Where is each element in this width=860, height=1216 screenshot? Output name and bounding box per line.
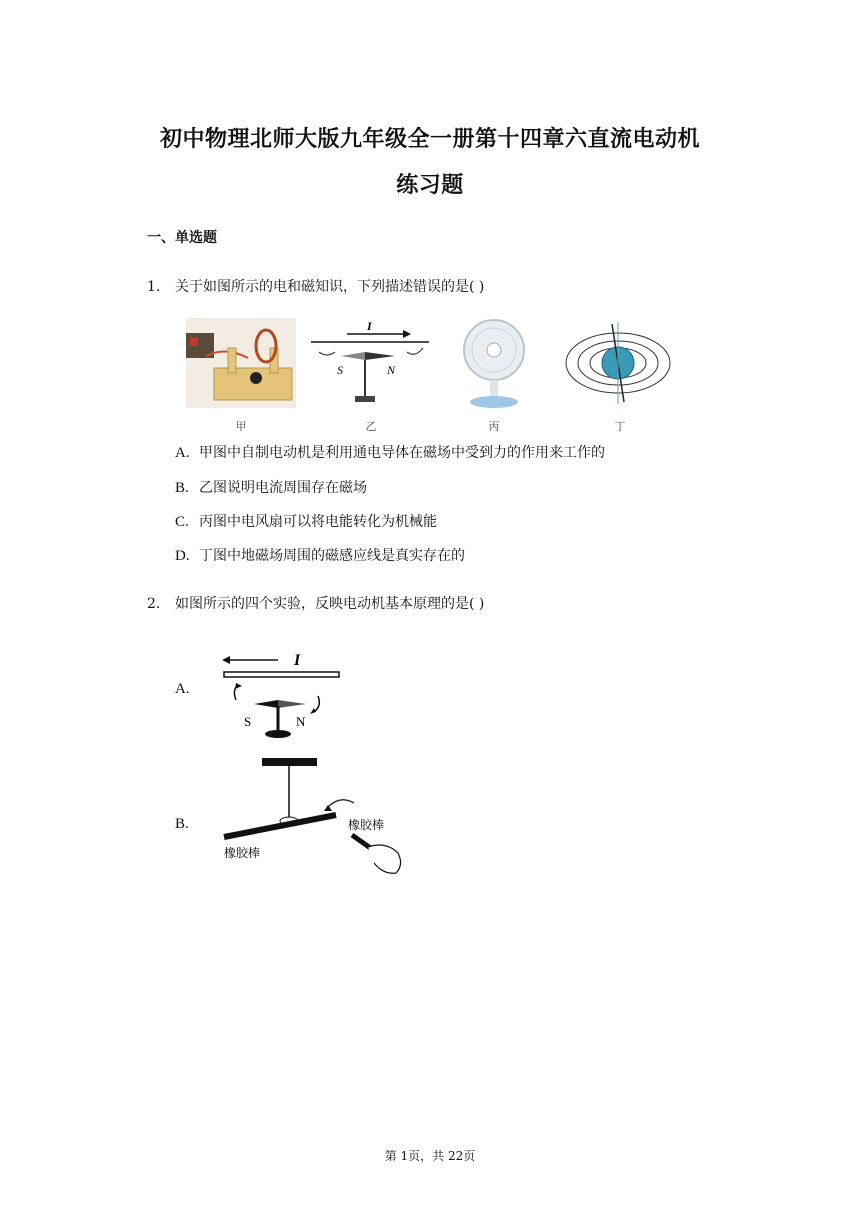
- option-text: 乙图说明电流周围存在磁场: [199, 480, 367, 496]
- figure-caption: 丙: [488, 420, 500, 433]
- option-b-label: B.: [175, 816, 189, 832]
- question-text: 如图所示的四个实验，反映电动机基本原理的是( ): [175, 596, 485, 612]
- rubber-rod-label: 橡胶棒: [224, 846, 261, 860]
- question-number: 2.: [147, 596, 161, 612]
- question-2: [147, 593, 484, 613]
- n-pole-label: N: [296, 714, 306, 729]
- s-pole-label: S: [244, 714, 252, 729]
- figure-caption: 丁: [614, 420, 626, 433]
- n-pole-label: N: [387, 363, 396, 377]
- question-1-figures: [186, 318, 676, 436]
- document-title-line2: 练习题: [396, 172, 464, 198]
- homemade-motor-image: [186, 318, 296, 408]
- option-label: C.: [175, 514, 189, 530]
- oersted-figure-a: [218, 650, 348, 742]
- rubber-rod-figure-b: [218, 755, 418, 880]
- question-1: [147, 276, 484, 296]
- s-pole-label: S: [337, 363, 343, 377]
- current-label: I: [367, 319, 372, 333]
- section-heading: 一、单选题: [147, 230, 217, 246]
- current-label: I: [294, 652, 301, 669]
- rubber-rod-label: 橡胶棒: [348, 818, 385, 832]
- question-number: 1.: [147, 279, 161, 295]
- electric-fan-image: [456, 318, 536, 413]
- earth-magnetic-field-image: [562, 318, 674, 413]
- option-label: D.: [175, 548, 190, 564]
- option-label: B.: [175, 480, 189, 496]
- document-title-line1: 初中物理北师大版九年级全一册第十四章六直流电动机: [159, 126, 700, 152]
- option-a: [175, 442, 605, 462]
- figure-caption: 乙: [365, 420, 377, 433]
- option-label: A.: [175, 445, 190, 461]
- oersted-experiment-image: [311, 318, 431, 413]
- option-d: [175, 545, 465, 565]
- option-c: [175, 511, 437, 531]
- figure-caption: 甲: [235, 420, 247, 433]
- page-footer: 第 1页，共 22页: [384, 1149, 476, 1163]
- option-text: 甲图中自制电动机是利用通电导体在磁场中受到力的作用来工作的: [199, 445, 605, 461]
- option-a-label: A.: [175, 681, 190, 697]
- option-b: [175, 477, 367, 497]
- option-text: 丙图中电风扇可以将电能转化为机械能: [199, 514, 437, 530]
- option-text: 丁图中地磁场周围的磁感应线是真实存在的: [199, 548, 465, 564]
- question-text: 关于如图所示的电和磁知识，下列描述错误的是( ): [175, 279, 485, 295]
